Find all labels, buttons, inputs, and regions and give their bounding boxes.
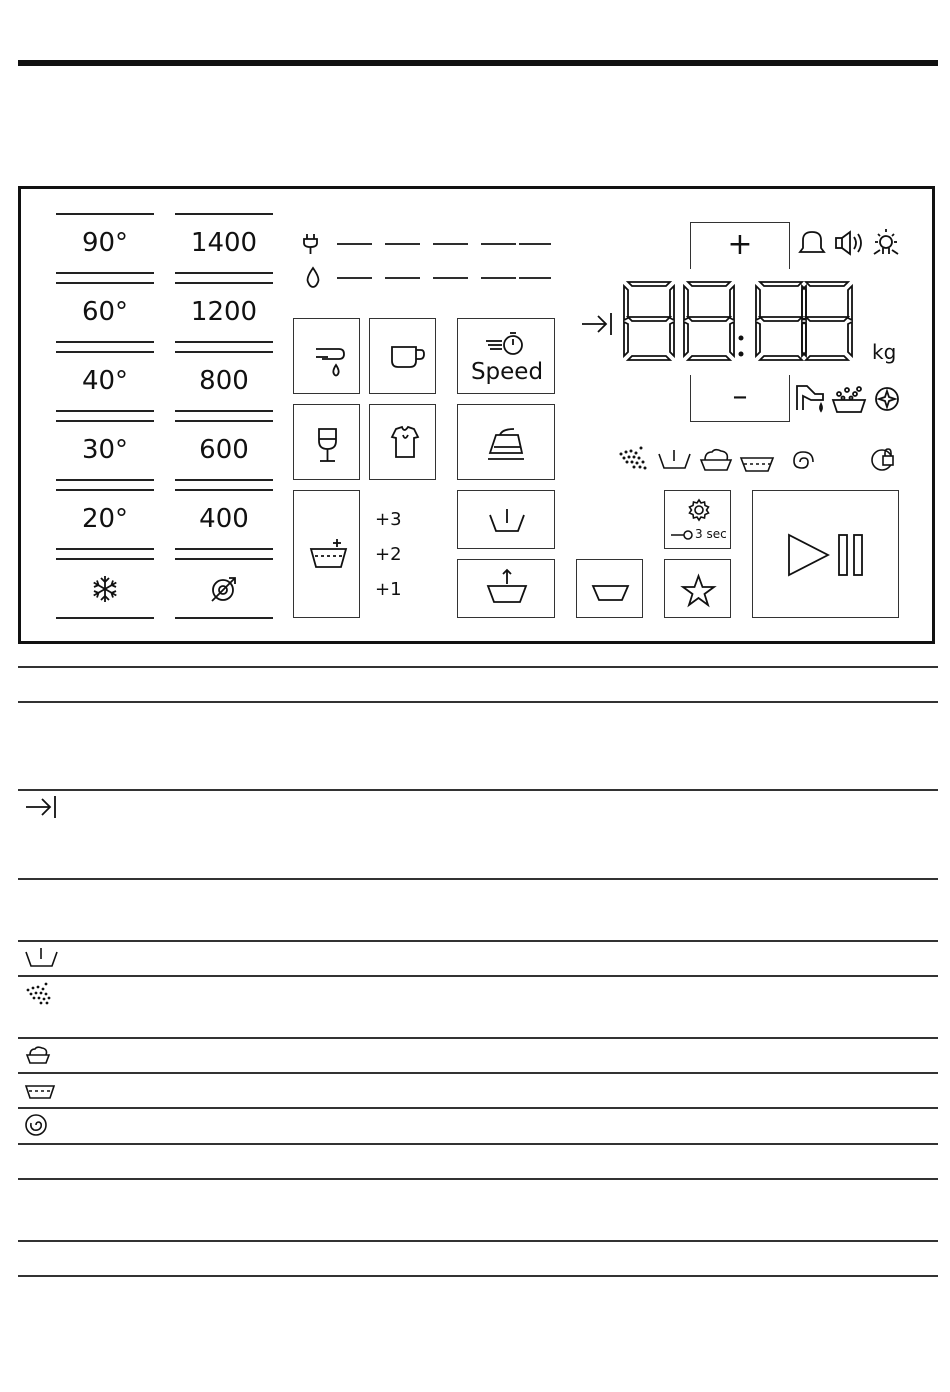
divider bbox=[175, 479, 273, 481]
status-icons-bottom bbox=[795, 382, 907, 416]
table-rule bbox=[18, 1107, 938, 1109]
plus-label: + bbox=[727, 227, 753, 262]
table-rule bbox=[18, 1037, 938, 1039]
divider bbox=[56, 489, 154, 491]
drain-button[interactable] bbox=[457, 490, 555, 549]
finish-time-icon bbox=[24, 795, 58, 819]
temp-30[interactable]: 30° bbox=[81, 435, 129, 465]
play-pause-icon bbox=[753, 491, 900, 619]
table-rule bbox=[18, 878, 938, 880]
foam-icon bbox=[24, 1043, 54, 1067]
divider bbox=[175, 341, 273, 343]
temp-40[interactable]: 40° bbox=[81, 366, 129, 396]
divider bbox=[175, 351, 273, 353]
digit-1 bbox=[624, 282, 674, 360]
speed-label: Speed bbox=[470, 359, 544, 385]
table-rule bbox=[18, 1240, 938, 1242]
table-rule bbox=[18, 940, 938, 942]
divider bbox=[175, 410, 273, 412]
drain-icon bbox=[458, 491, 556, 550]
settings-hold-label: 3 sec bbox=[695, 527, 727, 541]
table-rule bbox=[18, 975, 938, 977]
status-icons-top bbox=[796, 228, 906, 262]
cup-icon bbox=[370, 319, 437, 395]
table-rule bbox=[18, 1143, 938, 1145]
divider bbox=[56, 213, 154, 215]
wine-glass-icon bbox=[294, 405, 361, 481]
divider bbox=[175, 420, 273, 422]
spin-1400[interactable]: 1400 bbox=[190, 228, 258, 258]
spin-1200[interactable]: 1200 bbox=[190, 297, 258, 327]
rinse-plus-icon bbox=[294, 491, 361, 619]
indicator-bars bbox=[300, 230, 560, 290]
light-icon bbox=[874, 229, 898, 254]
plus-button[interactable] bbox=[690, 222, 790, 269]
program-shirt-button[interactable] bbox=[369, 404, 436, 480]
divider bbox=[56, 558, 154, 560]
basin-icon bbox=[577, 560, 644, 619]
spin-icon bbox=[24, 1112, 50, 1138]
program-cup-button[interactable] bbox=[369, 318, 436, 394]
foam-icon bbox=[701, 450, 731, 470]
bell-icon bbox=[800, 232, 824, 252]
divider bbox=[175, 558, 273, 560]
rinse-plus-2: +2 bbox=[375, 544, 402, 565]
table-rule bbox=[18, 789, 938, 791]
digit-3 bbox=[756, 282, 806, 360]
time-display bbox=[622, 280, 862, 362]
program-delicates-button[interactable] bbox=[293, 318, 360, 394]
favorite-button[interactable] bbox=[664, 559, 731, 618]
start-pause-button[interactable] bbox=[752, 490, 899, 618]
table-rule bbox=[18, 701, 938, 703]
finish-time-icon bbox=[580, 312, 614, 336]
bubbles-icon bbox=[833, 387, 865, 412]
drain-phase-icon bbox=[659, 450, 690, 468]
divider bbox=[175, 282, 273, 284]
wash-icon bbox=[741, 458, 773, 471]
prewash-icon bbox=[24, 980, 54, 1006]
rinse-icon bbox=[458, 560, 556, 619]
drain-icon bbox=[24, 946, 60, 970]
tap-icon bbox=[797, 386, 823, 411]
divider bbox=[56, 272, 154, 274]
divider bbox=[56, 617, 154, 619]
wash-icon bbox=[24, 1078, 58, 1102]
minus-label: – bbox=[732, 379, 748, 414]
key-icon bbox=[670, 529, 694, 541]
divider bbox=[175, 489, 273, 491]
divider bbox=[56, 351, 154, 353]
digit-4 bbox=[802, 282, 852, 360]
divider bbox=[56, 341, 154, 343]
divider bbox=[56, 282, 154, 284]
sparkle-icon bbox=[876, 388, 898, 410]
no-spin-icon[interactable] bbox=[208, 575, 238, 605]
star-icon bbox=[665, 560, 732, 619]
timer-speed-icon bbox=[498, 331, 528, 357]
program-wine-glass-button[interactable] bbox=[293, 404, 360, 480]
minus-button[interactable] bbox=[690, 375, 790, 422]
table-rule bbox=[18, 1275, 938, 1277]
shirt-icon bbox=[370, 405, 437, 481]
divider bbox=[56, 479, 154, 481]
divider bbox=[56, 410, 154, 412]
table-rule bbox=[18, 666, 938, 668]
spin-icon bbox=[794, 452, 813, 468]
prewash-icon bbox=[620, 447, 647, 470]
speaker-icon bbox=[836, 232, 861, 254]
rinse-plus-3: +3 bbox=[375, 509, 402, 530]
door-lock-icon bbox=[872, 449, 893, 470]
snowflake-icon[interactable] bbox=[90, 574, 120, 604]
wash-delicates-icon bbox=[294, 319, 361, 395]
spin-400[interactable]: 400 bbox=[199, 504, 249, 534]
water-drop-icon bbox=[308, 268, 319, 287]
weight-unit: kg bbox=[872, 340, 897, 364]
rinse-plus-1: +1 bbox=[375, 579, 402, 600]
phase-indicators bbox=[617, 444, 907, 476]
power-end-icon bbox=[304, 234, 317, 254]
temp-60[interactable]: 60° bbox=[81, 297, 129, 327]
temp-20[interactable]: 20° bbox=[81, 504, 129, 534]
gear-lock-icon bbox=[687, 498, 711, 522]
spin-600[interactable]: 600 bbox=[199, 435, 249, 465]
header-rule bbox=[18, 60, 938, 66]
settings-button[interactable] bbox=[664, 490, 731, 549]
temp-90[interactable]: 90° bbox=[81, 228, 129, 258]
divider bbox=[175, 272, 273, 274]
rinse-button[interactable] bbox=[457, 559, 555, 618]
rinse-plus-button[interactable] bbox=[293, 490, 360, 618]
basin-button[interactable] bbox=[576, 559, 643, 618]
iron-icon bbox=[458, 405, 556, 481]
table-rule bbox=[18, 1072, 938, 1074]
spin-800[interactable]: 800 bbox=[199, 366, 249, 396]
table-rule bbox=[18, 1178, 938, 1180]
divider bbox=[56, 548, 154, 550]
iron-button[interactable] bbox=[457, 404, 555, 480]
divider bbox=[56, 420, 154, 422]
divider bbox=[175, 213, 273, 215]
divider bbox=[175, 548, 273, 550]
divider bbox=[175, 617, 273, 619]
speed-button[interactable] bbox=[457, 318, 555, 394]
digit-2 bbox=[684, 282, 734, 360]
